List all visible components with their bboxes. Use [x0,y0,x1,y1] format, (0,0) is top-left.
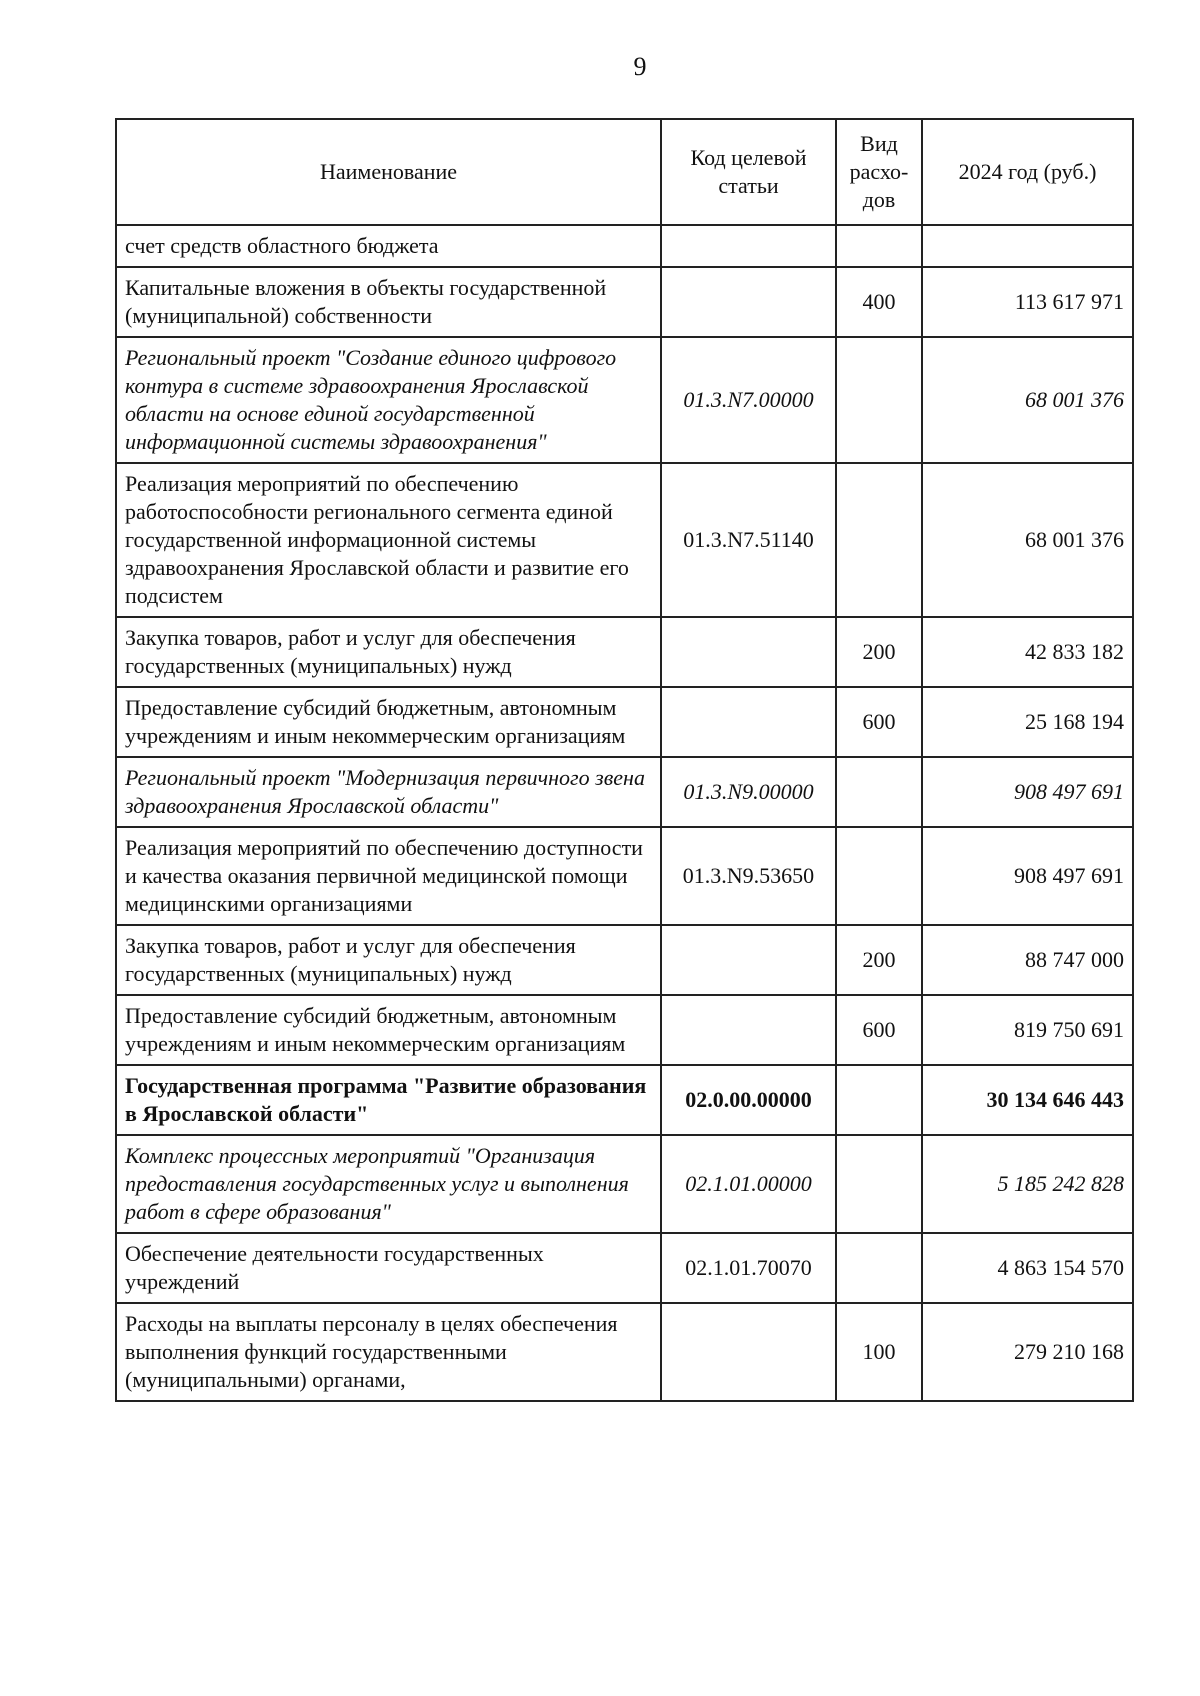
cell-name: Государственная программа "Развитие образования в Ярославской области" [116,1065,661,1135]
cell-amount: 25 168 194 [922,687,1133,757]
cell-name: счет средств областного бюджета [116,225,661,267]
cell-code [661,995,836,1065]
cell-type [836,757,922,827]
cell-code [661,225,836,267]
cell-name: Закупка товаров, работ и услуг для обеспечения государственных (муниципальных) нужд [116,925,661,995]
cell-amount: 88 747 000 [922,925,1133,995]
cell-code [661,617,836,687]
table-row [116,225,1133,267]
cell-type [836,225,922,267]
cell-amount: 42 833 182 [922,617,1133,687]
cell-name: Предоставление субсидий бюджетным, автономным учреждениям и иным некоммерческим организациям [116,995,661,1065]
cell-code: 02.1.01.70070 [661,1233,836,1303]
cell-code: 01.3.N7.51140 [661,463,836,617]
cell-code: 02.1.01.00000 [661,1135,836,1233]
cell-amount: 68 001 376 [922,463,1133,617]
table-row [116,1303,1133,1401]
cell-type [836,463,922,617]
cell-name: Капитальные вложения в объекты государственной (муниципальной) собственности [116,267,661,337]
cell-code [661,925,836,995]
cell-amount: 819 750 691 [922,995,1133,1065]
cell-amount: 279 210 168 [922,1303,1133,1401]
table-row [116,687,1133,757]
cell-type: 200 [836,617,922,687]
table-row [116,827,1133,925]
table-row [116,1233,1133,1303]
cell-code [661,687,836,757]
cell-amount: 5 185 242 828 [922,1135,1133,1233]
cell-type [836,827,922,925]
table-row [116,463,1133,617]
cell-type: 400 [836,267,922,337]
cell-type: 200 [836,925,922,995]
table-row [116,617,1133,687]
cell-type: 600 [836,687,922,757]
cell-amount [922,225,1133,267]
cell-name: Реализация мероприятий по обеспечению работоспособности регионального сегмента единой государственной информационной системы здравоохранения Ярославской области и развитие его подсистем [116,463,661,617]
cell-amount: 908 497 691 [922,827,1133,925]
cell-name: Региональный проект "Модернизация первичного звена здравоохранения Ярославской области" [116,757,661,827]
header-code: Код целевой статьи [661,119,836,225]
table-row [116,925,1133,995]
table-row [116,337,1133,463]
cell-type [836,1233,922,1303]
table-header-row [116,119,1133,225]
cell-type [836,337,922,463]
table-row [116,757,1133,827]
cell-amount: 4 863 154 570 [922,1233,1133,1303]
cell-code: 01.3.N9.53650 [661,827,836,925]
table-row [116,1065,1133,1135]
cell-name: Расходы на выплаты персоналу в целях обеспечения выполнения функций государственными (муниципальными) органами, [116,1303,661,1401]
cell-amount: 908 497 691 [922,757,1133,827]
table-body [116,225,1133,1401]
cell-code: 01.3.N9.00000 [661,757,836,827]
page-number: 9 [633,52,647,81]
cell-type: 100 [836,1303,922,1401]
cell-type [836,1135,922,1233]
cell-amount: 113 617 971 [922,267,1133,337]
table-row [116,267,1133,337]
cell-type: 600 [836,995,922,1065]
cell-name: Предоставление субсидий бюджетным, автономным учреждениям и иным некоммерческим организациям [116,687,661,757]
cell-code: 01.3.N7.00000 [661,337,836,463]
budget-table [115,118,1134,1402]
header-amount: 2024 год (руб.) [922,119,1133,225]
cell-name: Реализация мероприятий по обеспечению доступности и качества оказания первичной медицинской помощи медицинскими организациями [116,827,661,925]
cell-code [661,1303,836,1401]
cell-name: Комплекс процессных мероприятий "Организация предоставления государственных услуг и выполнения работ в сфере образования" [116,1135,661,1233]
cell-code [661,267,836,337]
cell-name: Закупка товаров, работ и услуг для обеспечения государственных (муниципальных) нужд [116,617,661,687]
cell-code: 02.0.00.00000 [661,1065,836,1135]
header-type: Вид расхо-дов [836,119,922,225]
table-row [116,995,1133,1065]
cell-type [836,1065,922,1135]
cell-name: Обеспечение деятельности государственных учреждений [116,1233,661,1303]
cell-name: Региональный проект "Создание единого цифрового контура в системе здравоохранения Ярославской области на основе единой государственной информационной системы здравоохранения" [116,337,661,463]
header-name: Наименование [116,119,661,225]
cell-amount: 68 001 376 [922,337,1133,463]
table-row [116,1135,1133,1233]
cell-amount: 30 134 646 443 [922,1065,1133,1135]
